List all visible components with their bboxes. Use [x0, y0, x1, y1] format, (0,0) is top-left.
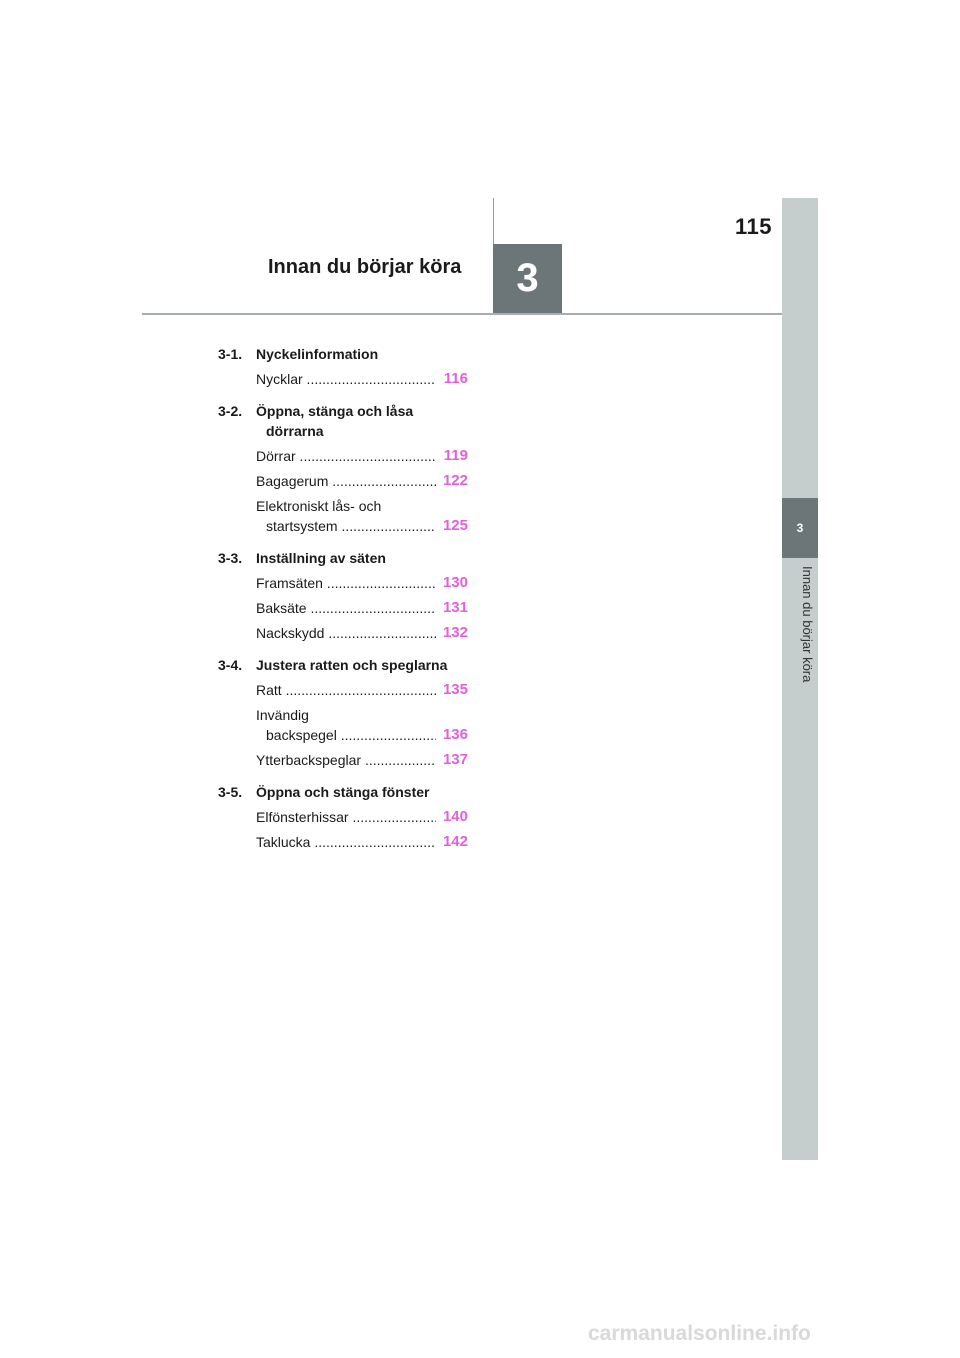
section-number: 3-4. — [218, 657, 243, 673]
page-link[interactable]: 130 — [436, 573, 468, 593]
entry-label: Bagagerum ..... — [256, 471, 436, 491]
section-title: Öppna, stänga och låsa dörrarna — [256, 403, 414, 439]
page-link[interactable]: 140 — [436, 807, 468, 827]
entry-label: Framsäten ..... — [256, 573, 436, 593]
toc-entry[interactable] — [256, 496, 468, 536]
section-title: Öppna och stänga fönster — [256, 784, 430, 800]
toc-section — [218, 548, 468, 568]
entry-label: Elfönsterhissar ..... — [256, 807, 436, 827]
toc-entry[interactable] — [256, 446, 468, 466]
page-link[interactable]: 116 — [436, 369, 468, 389]
section-number: 3-5. — [218, 784, 243, 800]
toc-entry[interactable] — [256, 623, 468, 643]
entry-label: Baksäte ..... — [256, 598, 436, 618]
table-of-contents — [218, 344, 468, 852]
toc-entry[interactable] — [256, 750, 468, 770]
toc-section — [218, 401, 468, 441]
toc-entry[interactable] — [256, 598, 468, 618]
page-link[interactable]: 137 — [436, 750, 468, 770]
page-link[interactable]: 131 — [436, 598, 468, 618]
entry-label: Nackskydd ..... — [256, 623, 436, 643]
side-chapter-label: Innan du börjar köra — [800, 566, 815, 683]
entry-label: Taklucka ..... — [256, 832, 436, 852]
toc-entry[interactable] — [256, 369, 468, 389]
page-link[interactable]: 119 — [436, 446, 468, 466]
entry-label: Ratt ..... — [256, 680, 436, 700]
entry-label: Ytterbackspeglar ..... — [256, 750, 436, 770]
page-link[interactable]: 136 — [436, 725, 468, 745]
toc-section — [218, 344, 468, 364]
section-title: Nyckelinformation — [256, 346, 379, 362]
chapter-title: Innan du börjar köra — [268, 256, 462, 278]
entry-label: Dörrar ..... — [256, 446, 436, 466]
watermark: carmanualsonline.info — [588, 1322, 811, 1345]
toc-entry[interactable] — [256, 573, 468, 593]
page-link[interactable]: 125 — [436, 516, 468, 536]
toc-entry[interactable] — [256, 680, 468, 700]
toc-entry[interactable] — [256, 471, 468, 491]
toc-entry[interactable] — [256, 807, 468, 827]
section-title: Justera ratten och speglarna — [256, 657, 448, 673]
header-divider-vertical — [493, 198, 494, 244]
header-divider-horizontal — [142, 313, 782, 315]
entry-label: Invändig backspegel ..... — [256, 705, 436, 745]
section-number: 3-3. — [218, 550, 243, 566]
toc-section — [218, 782, 468, 802]
page-link[interactable]: 142 — [436, 832, 468, 852]
side-chapter-tab[interactable]: 3 — [782, 498, 818, 558]
toc-entry[interactable] — [256, 705, 468, 745]
toc-entry[interactable] — [256, 832, 468, 852]
section-number: 3-2. — [218, 403, 243, 419]
page-link[interactable]: 122 — [436, 471, 468, 491]
page-link[interactable]: 135 — [436, 680, 468, 700]
chapter-number-box: 3 — [493, 244, 562, 313]
entry-label: Elektroniskt lås- och startsystem ..... — [256, 496, 436, 536]
page-link[interactable]: 132 — [436, 623, 468, 643]
section-title: Inställning av säten — [256, 550, 386, 566]
toc-section — [218, 655, 468, 675]
section-number: 3-1. — [218, 346, 243, 362]
entry-label: Nycklar ..... — [256, 369, 436, 389]
page-number: 115 — [735, 214, 772, 239]
